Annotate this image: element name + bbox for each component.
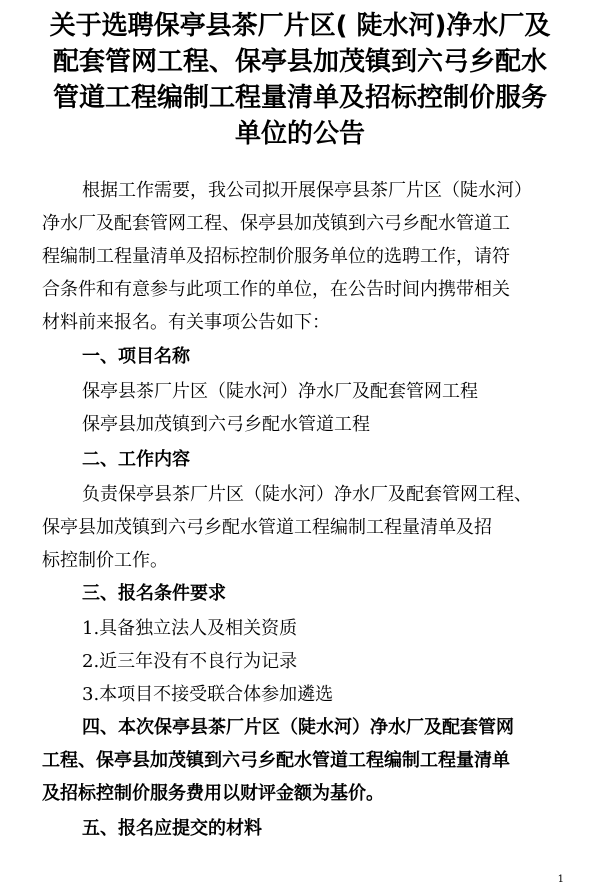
work-content-line: 负责保亭县茶厂片区（陡水河）净水厂及配套管网工程、	[82, 484, 532, 505]
title-line: 配套管网工程、保亭县加茂镇到六弓乡配水	[52, 47, 547, 77]
section-heading: 五、报名应提交的材料	[82, 818, 262, 839]
work-content-line: 标控制价工作。	[42, 550, 168, 571]
title-line: 管道工程编制工程量清单及招标控制价服务	[52, 83, 547, 113]
work-content-line: 保亭县加茂镇到六弓乡配水管道工程编制工程量清单及招	[42, 517, 492, 538]
intro-line: 净水厂及配套管网工程、保亭县加茂镇到六弓乡配水管道工	[42, 213, 510, 234]
section-heading: 一、项目名称	[82, 346, 190, 367]
intro-line: 根据工作需要，我公司拟开展保亭县茶厂片区（陡水河）	[82, 180, 532, 201]
intro-line: 程编制工程量清单及招标控制价服务单位的选聘工作，请符	[42, 246, 510, 267]
document-title	[22, 8, 578, 152]
project-name-item: 保亭县茶厂片区（陡水河）净水厂及配套管网工程	[82, 381, 478, 402]
intro-line: 材料前来报名。有关事项公告如下：	[42, 312, 330, 333]
requirement-item: 1.具备独立法人及相关资质	[82, 618, 298, 639]
section-heading: 二、工作内容	[82, 449, 190, 470]
requirement-item: 3.本项目不接受联合体参加遴选	[82, 684, 334, 705]
fee-basis-line: 四、本次保亭县茶厂片区（陡水河）净水厂及配套管网	[82, 717, 514, 738]
section-heading: 三、报名条件要求	[82, 583, 226, 604]
title-line: 单位的公告	[234, 119, 365, 149]
fee-basis-line: 工程、保亭县加茂镇到六弓乡配水管道工程编制工程量清单	[42, 750, 510, 771]
project-name-item: 保亭县加茂镇到六弓乡配水管道工程	[82, 414, 370, 435]
intro-line: 合条件和有意参与此项工作的单位，在公告时间内携带相关	[42, 279, 510, 300]
fee-basis-line: 及招标控制价服务费用以财评金额为基价。	[42, 783, 384, 804]
title-line: 关于选聘保亭县茶厂片区( 陡水河)净水厂及	[49, 11, 551, 41]
requirement-item: 2.近三年没有不良行为记录	[82, 651, 298, 672]
page-number: 1	[557, 874, 564, 885]
